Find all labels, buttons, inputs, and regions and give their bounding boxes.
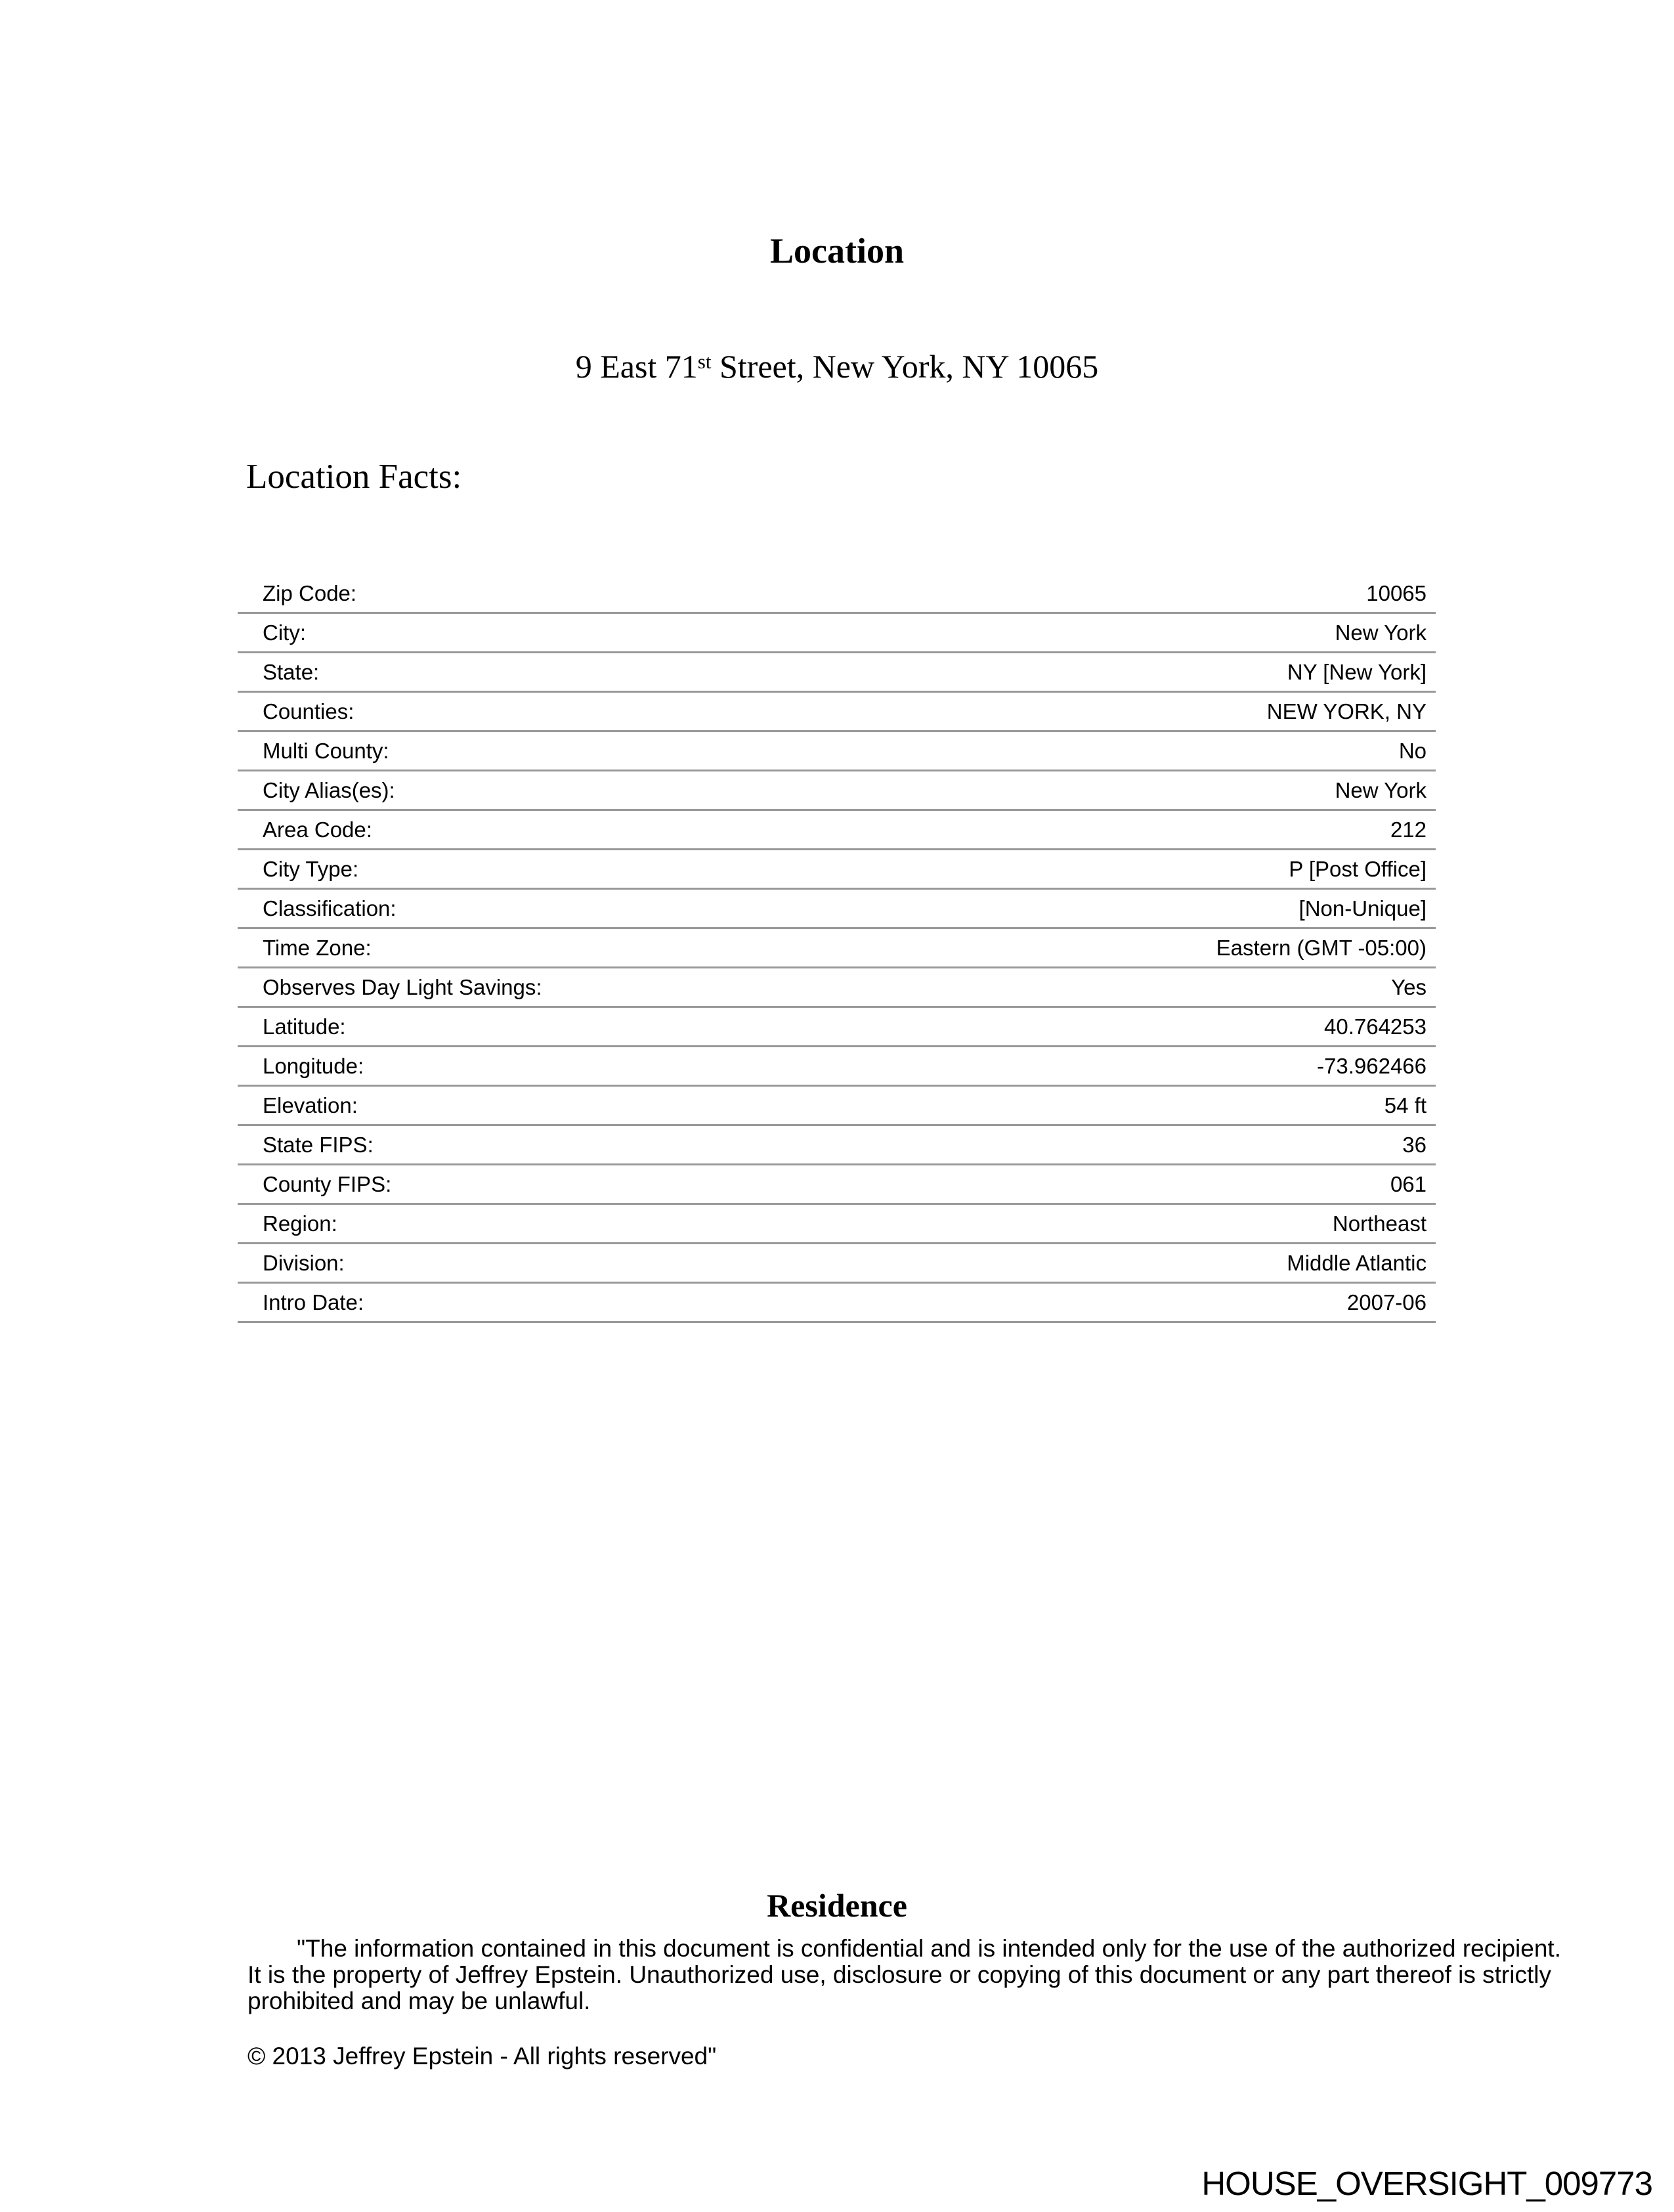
- fact-label: Classification:: [263, 896, 397, 921]
- fact-value: New York: [1335, 620, 1427, 645]
- table-row: [238, 890, 1436, 929]
- fact-value: 2007-06: [1346, 1290, 1427, 1314]
- fact-value: Yes: [1391, 974, 1427, 999]
- fact-label: City:: [263, 620, 306, 645]
- residence-heading: Residence: [767, 1887, 907, 1924]
- address-ordinal-superscript: st: [697, 350, 712, 374]
- table-row: [238, 929, 1436, 968]
- fact-label: City Type:: [263, 856, 359, 881]
- fact-label: Region:: [263, 1211, 337, 1236]
- table-row: [238, 1165, 1436, 1205]
- fact-value: Middle Atlantic: [1287, 1250, 1427, 1275]
- disclaimer-line: It is the property of Jeffrey Epstein. Unauthorized use, disclosure or copying of this document or any part thereof is strictly: [247, 1961, 1551, 1988]
- fact-value: 10065: [1366, 580, 1427, 605]
- location-facts-heading: Location Facts:: [246, 458, 462, 496]
- fact-value: 061: [1390, 1171, 1427, 1196]
- table-row: [238, 771, 1436, 811]
- location-facts-table: [238, 575, 1436, 1323]
- fact-value: New York: [1335, 777, 1427, 802]
- fact-label: Elevation:: [263, 1093, 358, 1117]
- fact-value: NEW YORK, NY: [1266, 699, 1427, 724]
- fact-label: Time Zone:: [263, 935, 372, 960]
- table-row: [238, 1244, 1436, 1284]
- fact-label: State:: [263, 659, 320, 684]
- address-suffix: Street, New York, NY 10065: [711, 348, 1099, 385]
- fact-label: Intro Date:: [263, 1290, 364, 1314]
- fact-label: Zip Code:: [263, 580, 357, 605]
- table-row: [238, 614, 1436, 653]
- fact-value: -73.962466: [1317, 1053, 1427, 1078]
- fact-value: [Non-Unique]: [1298, 896, 1427, 921]
- table-row: [238, 653, 1436, 693]
- fact-value: 36: [1402, 1132, 1427, 1157]
- fact-label: Counties:: [263, 699, 354, 724]
- fact-label: Longitude:: [263, 1053, 364, 1078]
- fact-value: 212: [1390, 817, 1427, 842]
- page-title: Location: [769, 231, 904, 271]
- table-row: [238, 1047, 1436, 1087]
- table-row: [238, 732, 1436, 771]
- disclaimer-line: "The information contained in this document is confidential and is intended only for the use of the authorized recipient.: [297, 1935, 1561, 1962]
- fact-value: 54 ft: [1384, 1093, 1427, 1117]
- fact-label: Area Code:: [263, 817, 372, 842]
- bates-number: HOUSE_OVERSIGHT_009773: [1201, 2165, 1652, 2202]
- fact-value: P [Post Office]: [1289, 856, 1427, 881]
- confidentiality-notice: [247, 1936, 1561, 2014]
- fact-value: Northeast: [1332, 1211, 1427, 1236]
- table-row: [238, 693, 1436, 732]
- fact-label: State FIPS:: [263, 1132, 374, 1157]
- fact-value: NY [New York]: [1287, 659, 1427, 684]
- disclaimer-line: prohibited and may be unlawful.: [247, 1987, 591, 2014]
- fact-value: Eastern (GMT -05:00): [1216, 935, 1427, 960]
- address-prefix: 9 East 71: [575, 348, 698, 385]
- table-row: [238, 1087, 1436, 1126]
- fact-label: Observes Day Light Savings:: [263, 974, 542, 999]
- fact-value: No: [1398, 738, 1427, 763]
- table-row: [238, 575, 1436, 614]
- address-line: [0, 347, 1674, 391]
- table-row: [238, 1008, 1436, 1047]
- table-row: [238, 1205, 1436, 1244]
- fact-label: Division:: [263, 1250, 345, 1275]
- copyright-line: © 2013 Jeffrey Epstein - All rights reserved": [247, 2043, 717, 2070]
- fact-label: Multi County:: [263, 738, 389, 763]
- fact-label: City Alias(es):: [263, 777, 395, 802]
- table-row: [238, 1126, 1436, 1165]
- table-row: [238, 850, 1436, 890]
- table-row: [238, 1284, 1436, 1323]
- table-row: [238, 811, 1436, 850]
- fact-value: 40.764253: [1324, 1014, 1427, 1039]
- fact-label: County FIPS:: [263, 1171, 392, 1196]
- table-row: [238, 968, 1436, 1008]
- fact-label: Latitude:: [263, 1014, 346, 1039]
